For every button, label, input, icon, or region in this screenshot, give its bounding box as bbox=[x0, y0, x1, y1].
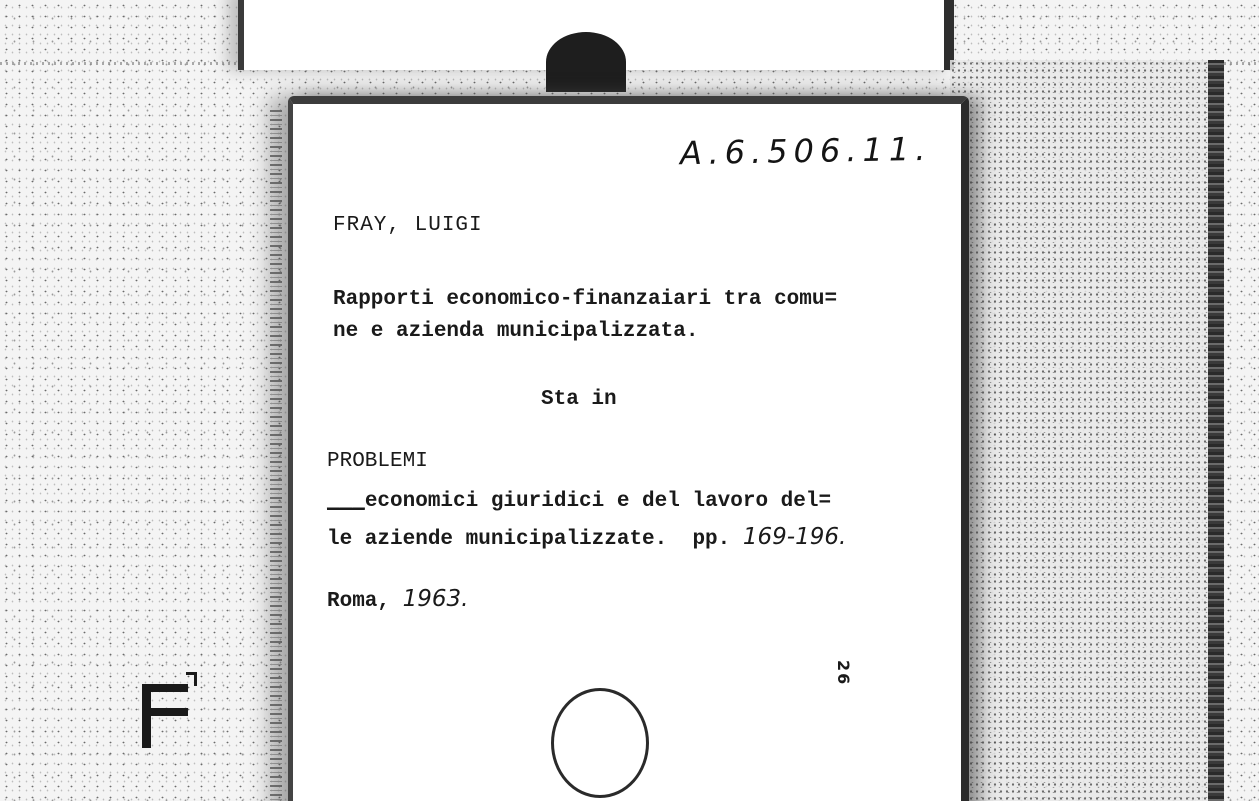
subtitle-line-1 bbox=[327, 490, 831, 513]
card-behind bbox=[238, 0, 954, 70]
title-line-2: ne e azienda municipalizzata. bbox=[333, 320, 699, 343]
place-and-year bbox=[327, 586, 468, 613]
card-punch-hole bbox=[551, 688, 649, 798]
author-name: FRAY, LUIGI bbox=[333, 214, 483, 237]
scan-mark-icon bbox=[140, 670, 200, 750]
subtitle-line-2 bbox=[327, 524, 846, 551]
publication-place: Roma, bbox=[327, 590, 403, 613]
adjacent-card-border bbox=[1208, 60, 1224, 801]
shelfmark: A.6.506.11. bbox=[679, 129, 932, 173]
page-range: 169-196. bbox=[742, 524, 847, 550]
card-behind-punch-hole bbox=[546, 32, 626, 92]
subtitle-line-1-text: economici giuridici e del lavoro del= bbox=[364, 490, 832, 513]
publication-year: 1963. bbox=[402, 586, 469, 612]
subtitle-dash: ___ bbox=[327, 490, 365, 513]
card-left-shadow bbox=[270, 110, 282, 800]
adjacent-card-edge bbox=[950, 60, 1220, 801]
subtitle-line-2-text: le aziende municipalizzate. pp. bbox=[327, 528, 743, 551]
side-number: 26 bbox=[834, 660, 853, 687]
series-title: PROBLEMI bbox=[327, 450, 428, 473]
title-line-1: Rapporti economico-finanzaiari tra comu= bbox=[333, 288, 838, 311]
library-catalog-card bbox=[288, 96, 969, 801]
contained-in-label: Sta in bbox=[541, 388, 617, 411]
